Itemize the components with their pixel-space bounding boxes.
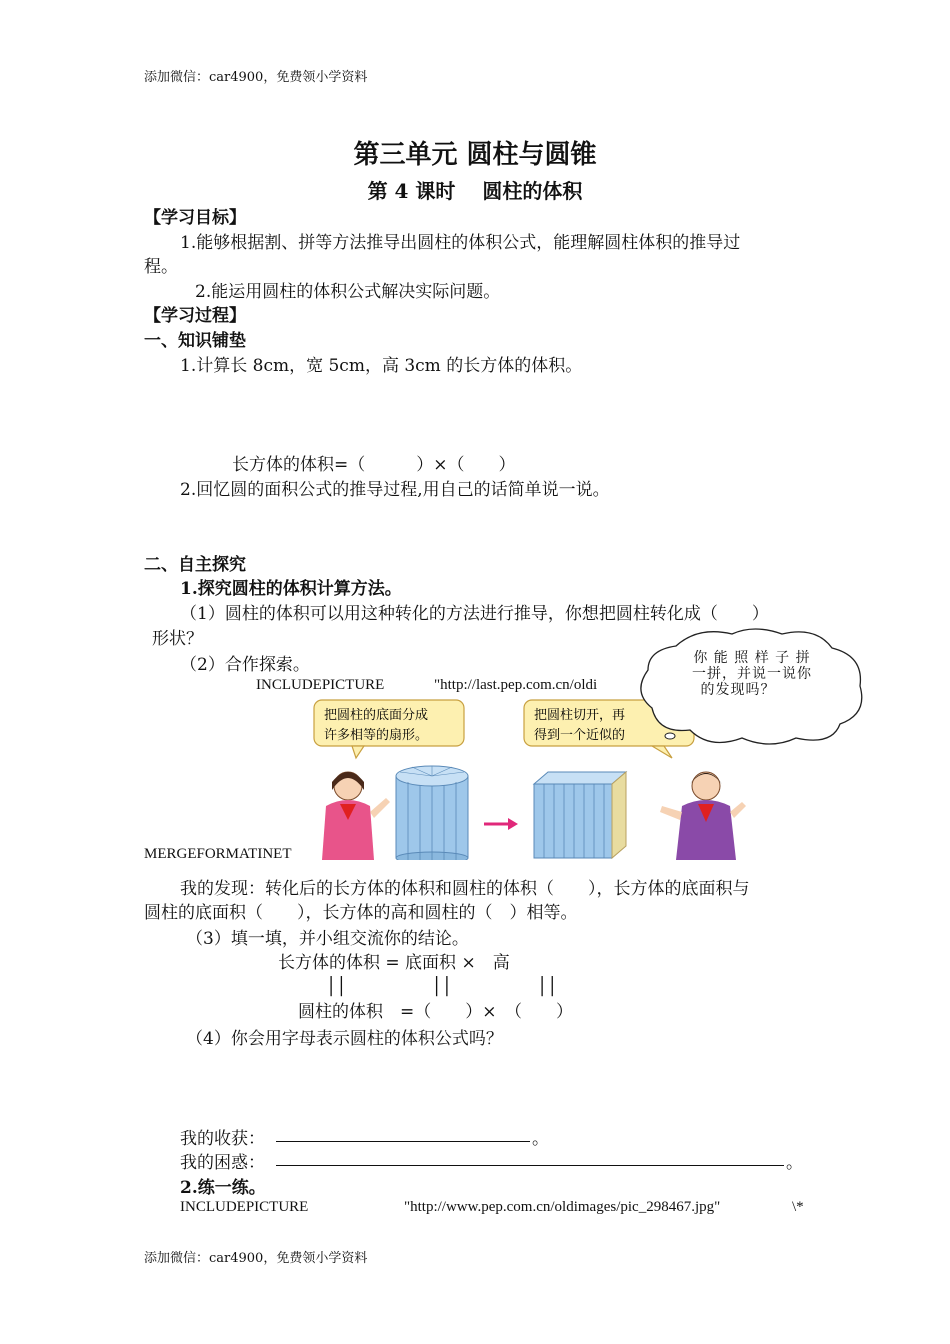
header-note: 添加微信：car4900，免费领小学资料	[144, 70, 368, 85]
thought-bubble	[636, 626, 868, 750]
include-picture-1: INCLUDEPICTURE	[256, 677, 385, 693]
include-url-1: "http://last.pep.com.cn/oldi	[434, 677, 598, 693]
section2-sub2: 2.练一练。	[180, 1178, 266, 1198]
harvest-period: 。	[532, 1129, 549, 1149]
equation-cylinder: 圆柱的体积 =（ ）× （ ）	[298, 1002, 573, 1022]
finding-line2: 圆柱的底面积（ ），长方体的高和圆柱的（ ）相等。	[144, 903, 578, 923]
goal-1-line1: 1.能够根据割、拼等方法推导出圆柱的体积公式，能理解圆柱体积的推导过	[180, 233, 741, 253]
thought-bubble-line2: 一拼，并说一说你	[692, 666, 812, 682]
section2-p4: （4）你会用字母表示圆柱的体积公式吗？	[186, 1029, 503, 1049]
illus-right-bubble-l1: 把圆柱切开，再	[534, 708, 626, 723]
confusion-label: 我的困惑：	[180, 1153, 265, 1173]
cylinder-figure	[396, 766, 468, 860]
section1-heading: 一、知识铺垫	[144, 331, 246, 351]
arrow-icon	[484, 818, 518, 830]
illus-right-bubble-l2: 得到一个近似的	[534, 728, 626, 743]
section1-q1: 1.计算长 8cm，宽 5cm，高 3cm 的长方体的体积。	[180, 356, 583, 376]
finding-line1: 我的发现：转化后的长方体的体积和圆柱的体积（ ），长方体的底面积与	[180, 879, 750, 899]
footer-note: 添加微信：car4900，免费领小学资料	[144, 1251, 368, 1266]
boy-figure	[660, 772, 746, 860]
include-star: \*	[792, 1199, 804, 1215]
mergeformat-field: MERGEFORMATINET	[144, 846, 292, 862]
confusion-period: 。	[786, 1153, 803, 1173]
harvest-blank[interactable]	[276, 1141, 530, 1142]
process-heading: 【学习过程】	[144, 306, 246, 326]
page-title: 第三单元 圆柱与圆锥	[353, 140, 597, 170]
equation-bars: ││ ││ ││	[326, 977, 558, 997]
section2-sub1: 1.探究圆柱的体积计算方法。	[180, 579, 402, 599]
lesson-subtitle: 第 4 课时 圆柱的体积	[367, 179, 583, 203]
cuboid-figure	[534, 772, 626, 858]
harvest-label: 我的收获：	[180, 1129, 265, 1149]
goal-1-line2: 程。	[144, 257, 178, 277]
goal-2: 2.能运用圆柱的体积公式解决实际问题。	[195, 282, 501, 302]
goals-heading: 【学习目标】	[144, 208, 246, 228]
include-url-2: "http://www.pep.com.cn/oldimages/pic_298467.jpg"	[404, 1199, 721, 1215]
section2-p2: （2）合作探索。	[180, 655, 310, 675]
section2-heading: 二、自主探究	[144, 555, 246, 575]
thought-bubble-line3: 的发现吗？	[700, 682, 776, 698]
cuboid-formula: 长方体的体积=（ ）×（ ）	[232, 455, 516, 475]
include-picture-2: INCLUDEPICTURE	[180, 1199, 309, 1215]
section1-q2: 2.回忆圆的面积公式的推导过程,用自己的话简单说一说。	[180, 480, 610, 500]
confusion-blank[interactable]	[276, 1165, 784, 1166]
illus-left-bubble-l1: 把圆柱的底面分成	[324, 708, 429, 723]
section2-p1-line1: （1）圆柱的体积可以用这种转化的方法进行推导，你想把圆柱转化成（ ）	[180, 604, 769, 624]
section2-p3: （3）填一填，并小组交流你的结论。	[186, 929, 469, 949]
thought-bubble-line1: 你 能 照 样 子 拼	[693, 650, 811, 666]
illus-left-bubble-l2: 许多相等的扇形。	[324, 728, 429, 743]
equation-cuboid: 长方体的体积 = 底面积 × 高	[278, 953, 510, 973]
girl-figure	[322, 772, 390, 860]
section2-p1-line2: 形状？	[152, 629, 203, 649]
